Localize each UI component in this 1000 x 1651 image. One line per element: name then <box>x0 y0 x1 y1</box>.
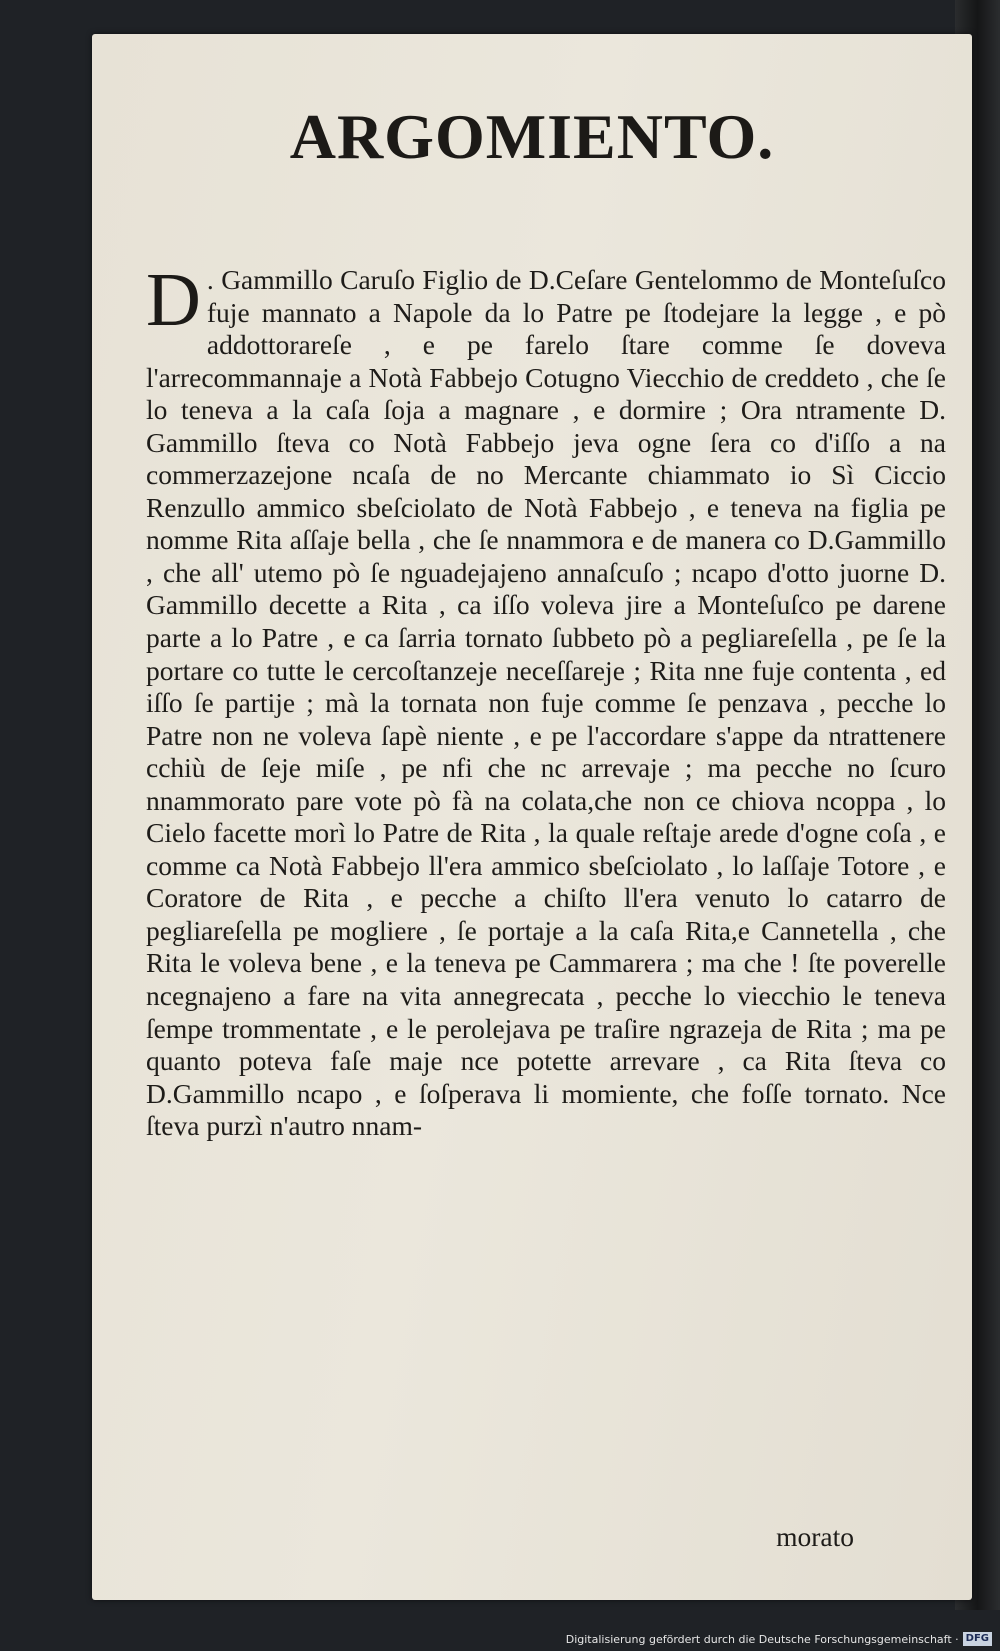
drop-cap: D <box>146 258 201 342</box>
body-text <box>146 258 946 1143</box>
body-paragraph: . Gammillo Caruſo Figlio de D.Ceſare Gentelommo de Monteſuſco fuje mannato a Napole da lo Patre pe ſtodejare la legge , e pò addottorareſe , e pe farelo ſtare comme ſe doveva l'arrecommannaje a Notà Fabbejo Cotugno Viecchio de creddeto , che ſe lo teneva a la caſa ſoja a magnare , e dormire ; Ora ntramente D. Gammillo ſteva co Notà Fabbejo jeva ogne ſera co d'iſſo a na commerzazejone ncaſa de no Mercante chiammato io Sì Ciccio Renzullo ammico sbeſciolato de Notà Fabbejo , e teneva na figlia pe nomme Rita aſſaje bella , che ſe nnammora e de manera co D.Gammillo , che all' utemo pò ſe nguadejajeno annaſcuſo ; ncapo d'otto juorne D. Gammillo decette a Rita , ca iſſo voleva jire a Monteſuſco pe darene parte a lo Patre , e ca ſarria tornato ſubbeto pò a pegliareſella , pe ſe la portare co tutte le cercoſtanzeje neceſſareje ; Rita nne fuje contenta , ed iſſo ſe partije ; mà la tornata non fuje comme ſe penzava , pecche lo Patre non ne voleva ſapè niente , e pe l'accordare s'appe da ntrattenere cchiù de ſeje miſe , pe nfi che nc arrevaje ; ma pecche no ſcuro nnammorato pare vote pò fà na colata,che non ce chiova ncoppa , lo Cielo facette morì lo Patre de Rita , la quale reſtaje arede d'ogne coſa , e comme ca Notà Fabbejo ll'era ammico sbeſciolato , lo laſſaje Totore , e Coratore de Rita , e pecche a chiſto ll'era venuto lo catarro de pegliareſella pe mogliere , ſe portaje a la caſa Rita,e Cannetella , che Rita le voleva bene , e la teneva pe Cammarera ; ma che ! ſte poverelle ncegnajeno a fare na vita annegrecata , pecche lo viecchio le teneva ſempe trommentate , e le perolejava pe traſire ngrazeja de Rita ; ma pe quanto poteva faſe maje nce potette arrevare , ca Rita ſteva co D.Gammillo ncapo , e ſoſperava li momiente, che foſſe tornato. Nce ſteva purzì n'autro nnam- <box>146 264 946 1142</box>
credit-text: Digitalisierung gefördert durch die Deutsche Forschungsgemeinschaft · <box>565 1632 959 1646</box>
dfg-logo-icon: DFG <box>963 1632 992 1646</box>
book-page <box>92 34 972 1600</box>
catchword: morato <box>776 1521 854 1552</box>
digitization-credit <box>566 1632 992 1646</box>
page-title: ARGOMIENTO. <box>289 101 775 172</box>
